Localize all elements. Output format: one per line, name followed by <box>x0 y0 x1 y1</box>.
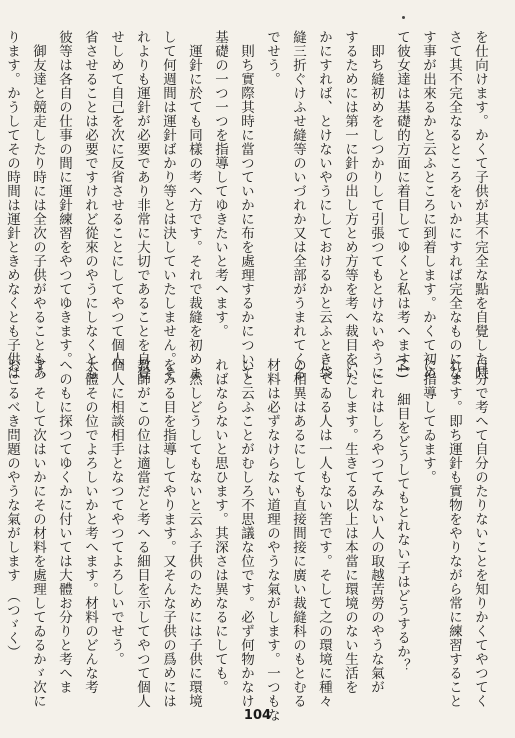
text-line: 省させることは必要ですけれど從來のやうにしなくとも <box>82 30 98 380</box>
ink-speck <box>402 16 405 19</box>
text-line: でせう。 <box>264 30 280 86</box>
text-line: 運針に於ても同樣の考へ方です。それで裁縫を初めま <box>186 30 202 380</box>
text-line: を仕向けます。かくて子供が其不完全な點を自覺した時 <box>472 30 488 380</box>
text-line: 自分で考へて自分のたりないことを知りかくてやつてく <box>472 358 488 708</box>
text-line: ります。かうしてその時間は運針ときめなくとも子供は <box>4 30 20 380</box>
text-line: してゐる人は一人もない筈です。そして之の環境に種々 <box>316 358 332 708</box>
upper-text-block <box>4 30 493 380</box>
text-line: (4) 細目をどうしてもとれない子はどうするか？ <box>394 358 410 673</box>
text-line: これはしろやつてみない人の取越苦勞のやうな氣が <box>368 358 384 694</box>
text-line: 然しどうしてもないと云ふ子供のためには子供に環境 <box>186 358 202 708</box>
text-line: 教師がこの位は適當だと考へる細目を示してやつて個人 <box>134 358 150 708</box>
text-line: かにすれば、とけないやうにしておけるかと云ふとき袋 <box>316 30 332 380</box>
text-line: に指導してゐます。 <box>420 358 436 484</box>
text-line: ればならないと思ひます。其深さは異なるにしても。 <box>212 358 228 694</box>
text-line: いと云ふことがむしろ不思議な位です。必ず何物かなけ <box>238 358 254 708</box>
text-line: するためには第一に針の出し方とめ方等を考へ裁目をい <box>342 30 358 380</box>
text-line: れよりも運針が必要であり非常に大切であることを自覺 <box>134 30 150 380</box>
text-line: せしめて自己を次に反省させることにしてやつて個人 <box>108 30 124 366</box>
page-number: 104 <box>243 708 272 723</box>
text-line: をみる目を指導してやります。又そんな子供の爲めには <box>160 358 176 708</box>
text-line: 則ち實際其時に當つていかに布を處理するかについて <box>238 30 254 380</box>
text-line: 個人に相談相手となつてやつてよろしいでせう。 <box>108 358 124 666</box>
text-line: 縫三折ぐけふせ縫等のいづれか又は全部がうまれてくる <box>290 30 306 380</box>
text-line: れます。即ち運針も實物をやりながら常に練習すること <box>446 358 462 708</box>
text-line: 彼等は各自の仕事の間に運針練習をやつてゆきます。 <box>56 30 72 366</box>
text-line: す。そして次はいかにその材料を處理してゐるかゞ次に <box>30 358 46 708</box>
text-line: さて其不完全なるところをいかにすれば完全なものにな <box>446 30 462 380</box>
text-line: て彼女達は基礎的方面に着目してゆくと私は考へます。 <box>394 30 410 380</box>
text-line: おこるべき問題のやうな氣がします （つゞく） <box>4 358 20 660</box>
text-line: して何週間は運針ばかり等とは決していたしません。そ <box>160 30 176 380</box>
text-line: へのもに探つてゆくかに付いては大體お分りと考へま <box>56 358 72 694</box>
text-line: の相異はあるにしても直接間接に廣い裁縫科のもとむる <box>290 358 306 708</box>
text-line: 材料は必ずなけらない道理のやうな氣がします。一つもな <box>264 358 280 722</box>
text-line: 大體その位でよろしいかと考へます。材料のどんな考 <box>82 358 98 694</box>
text-line: す事が出來るかと云ふところに到着します。かくて初め <box>420 30 436 380</box>
text-line: いたします。生きてる以上は本當に環境のない生活を <box>342 358 358 694</box>
text-line: 即ち縫初めをしつかりして引張つてもとけないやうに <box>368 30 384 380</box>
text-line: 御友達と競走したり時には全次の子供がやることもあ <box>30 30 46 380</box>
text-line: 基礎の一つ一つを指導してゆきたいと考へます。 <box>212 30 228 338</box>
